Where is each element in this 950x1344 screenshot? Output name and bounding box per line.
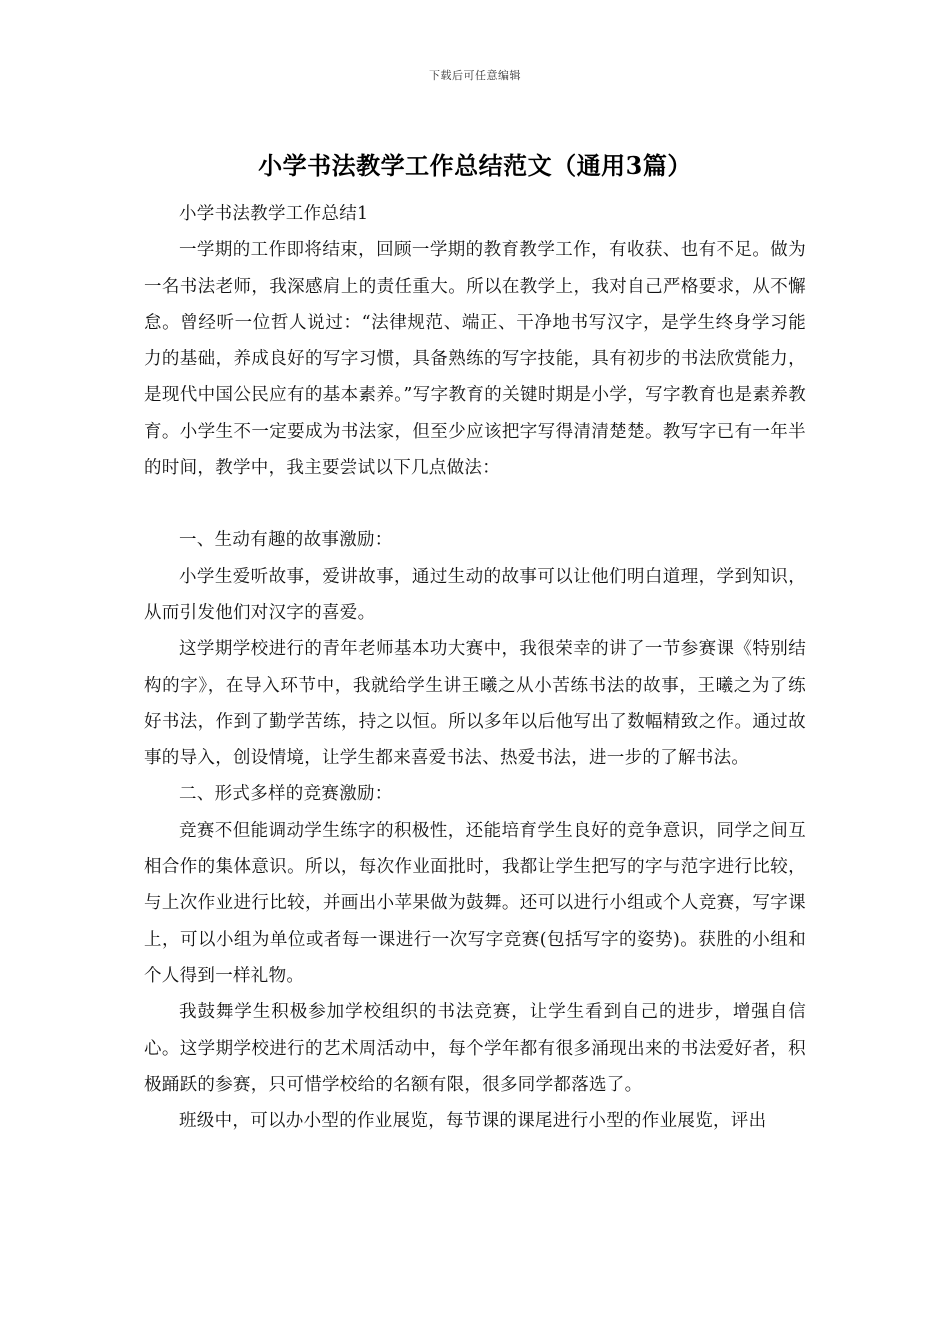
document-title: 小学书法教学工作总结范文（通用3篇） <box>258 151 692 180</box>
header-note: 下载后可任意编辑 <box>429 69 521 82</box>
paragraph: 小学生爱听故事，爱讲故事，通过生动的故事可以让他们明白道理，学到知识，从而引发他们对汉字的喜爱。 <box>144 566 806 623</box>
section-subtitle: 小学书法教学工作总结1 <box>179 204 369 224</box>
paragraph: 这学期学校进行的青年老师基本功大赛中，我很荣幸的讲了一节参赛课《特别结构的字》，在导入环节中，我就给学生讲王曦之从小苦练书法的故事，王曦之为了练好书法，作到了勤学苦练，持之以恒。所以多年以后他写出了数幅精致之作。通过故事的导入，创设情境，让学生都来喜爱书法、热爱书法，进一步的了解书法。 <box>144 639 806 769</box>
paragraph: 竞赛不但能调动学生练字的积极性，还能培育学生良好的竞争意识，同学之间互相合作的集体意识。所以，每次作业面批时，我都让学生把写的字与范字进行比较，与上次作业进行比较，并画出小苹果做为鼓舞。还可以进行小组或个人竞赛，写字课上，可以小组为单位或者每一课进行一次写字竞赛(包括写字的姿势)。获胜的小组和个人得到一样礼物。 <box>144 820 806 986</box>
paragraph: 我鼓舞学生积极参加学校组织的书法竞赛，让学生看到自己的进步，增强自信心。这学期学校进行的艺术周活动中，每个学年都有很多涌现出来的书法爱好者，积极踊跃的参赛，只可惜学校给的名额有限，很多同学都落选了。 <box>144 1002 806 1095</box>
paragraph: 班级中，可以办小型的作业展览，每节课的课尾进行小型的作业展览，评出 <box>179 1111 767 1132</box>
section-heading: 二、形式多样的竞赛激励： <box>179 784 393 805</box>
document-body <box>144 196 806 1139</box>
paragraph: 一学期的工作即将结束，回顾一学期的教育教学工作，有收获、也有不足。做为一名书法老师，我深感肩上的责任重大。所以在教学上，我对自己严格要求，从不懈怠。曾经听一位哲人说过：“法律规范、端正、干净地书写汉字，是学生终身学习能力的基础，养成良好的写字习惯，具备熟练的写字技能，具有初步的书法欣赏能力，是现代中国公民应有的基本素养。”写字教育的关键时期是小学，写字教育也是素养教育。小学生不一定要成为书法家，但至少应该把字写得清清楚楚。教写字已有一年半的时间，教学中，我主要尝试以下几点做法： <box>144 240 806 479</box>
section-heading: 一、生动有趣的故事激励： <box>179 530 393 551</box>
